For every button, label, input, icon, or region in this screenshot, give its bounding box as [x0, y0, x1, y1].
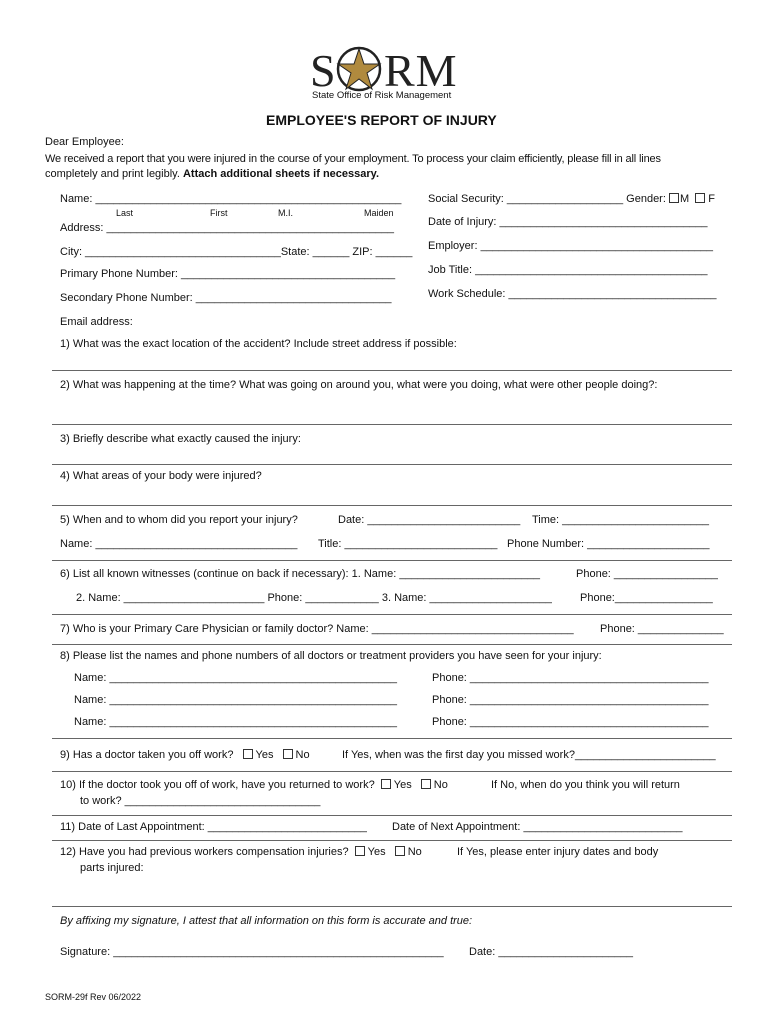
intro-line-2: [45, 168, 379, 180]
question-4: 4) What areas of your body were injured?: [60, 470, 262, 482]
question-11[interactable]: 11) Date of Last Appointment: __________________________: [60, 821, 367, 833]
divider: [52, 370, 732, 371]
logo-s: S: [310, 45, 337, 96]
q11-next-field[interactable]: Date of Next Appointment: __________________________: [392, 821, 683, 833]
q6-phone-1-field[interactable]: Phone: _________________: [576, 568, 718, 580]
question-6[interactable]: 6) List all known witnesses (continue on back if necessary): 1. Name: _______________________: [60, 568, 541, 580]
intro-bold: Attach additional sheets if necessary.: [182, 168, 380, 180]
intro-plain: completely and print legibly.: [45, 168, 180, 180]
divider: [52, 560, 732, 561]
name-sub-mi: M.I.: [278, 208, 293, 218]
signature-date-field[interactable]: Date: ______________________: [469, 946, 633, 958]
question-1: 1) What was the exact location of the accident? Include street address if possible:: [60, 338, 457, 350]
gender-f-label: F: [708, 193, 715, 205]
email-field[interactable]: Email address:: [60, 316, 133, 328]
q10-yes-checkbox[interactable]: [381, 779, 391, 789]
q6-witness-2-3-field[interactable]: 2. Name: _______________________ Phone: ____________ 3. Name: ____________________: [76, 592, 552, 604]
name-sub-last: Last: [116, 208, 134, 218]
work-schedule-field[interactable]: Work Schedule: __________________________________: [428, 288, 717, 300]
q5-name-field[interactable]: Name: _________________________________: [60, 538, 298, 550]
q8-phone-field-2[interactable]: Phone: _______________________________________: [432, 694, 709, 706]
q9-yes-label: Yes: [255, 749, 274, 761]
q12-no-checkbox[interactable]: [395, 846, 405, 856]
job-title-field[interactable]: Job Title: ______________________________________: [428, 264, 708, 276]
logo-rm: RM: [384, 45, 458, 96]
divider: [52, 906, 732, 907]
q8-name-field-2[interactable]: Name: _______________________________________________: [74, 694, 397, 706]
q12-followup: If Yes, please enter injury dates and body: [457, 846, 659, 858]
divider: [52, 644, 732, 645]
city-field[interactable]: City: ________________________________State: ______ ZIP: ______: [60, 246, 413, 258]
logo-subtitle: State Office of Risk Management: [312, 90, 452, 101]
name-field[interactable]: Name: __________________________________________________: [60, 193, 402, 205]
question-10: [60, 779, 448, 791]
page-title: EMPLOYEE'S REPORT OF INJURY: [266, 112, 497, 128]
q10-no-checkbox[interactable]: [421, 779, 431, 789]
q6-phone-3-field[interactable]: Phone:________________: [580, 592, 713, 604]
question-7[interactable]: 7) Who is your Primary Care Physician or family doctor? Name: _________________________________: [60, 623, 574, 635]
q8-phone-field-1[interactable]: Phone: _______________________________________: [432, 672, 709, 684]
name-sub-maiden: Maiden: [364, 208, 394, 218]
checkbox-m[interactable]: [669, 193, 679, 203]
divider: [52, 614, 732, 615]
q12-no-label: No: [407, 846, 422, 858]
question-2: 2) What was happening at the time? What was going on around you, what were you doing, what were other people doing?:: [60, 379, 658, 391]
signature-field[interactable]: Signature: ______________________________________________________: [60, 946, 444, 958]
divider: [52, 771, 732, 772]
q10-label: 10) If the doctor took you off of work, have you returned to work?: [60, 779, 375, 791]
q12-label: 12) Have you had previous workers compensation injuries?: [60, 846, 349, 858]
secondary-phone-field[interactable]: Secondary Phone Number: ________________________________: [60, 292, 392, 304]
q9-label: 9) Has a doctor taken you off work?: [60, 749, 234, 761]
question-3: 3) Briefly describe what exactly caused the injury:: [60, 433, 301, 445]
q5-title-field[interactable]: Title: _________________________: [318, 538, 498, 550]
question-12: [60, 846, 422, 858]
q9-no-label: No: [295, 749, 310, 761]
ssn-gender-field[interactable]: [428, 193, 715, 205]
q9-no-checkbox[interactable]: [283, 749, 293, 759]
q8-name-field-3[interactable]: Name: _______________________________________________: [74, 716, 397, 728]
q10-no-label: No: [433, 779, 448, 791]
date-of-injury-field[interactable]: Date of Injury: __________________________________: [428, 216, 708, 228]
divider: [52, 424, 732, 425]
name-sub-first: First: [210, 208, 228, 218]
divider: [52, 815, 732, 816]
employer-field[interactable]: Employer: ______________________________________: [428, 240, 714, 252]
q5-phone-field[interactable]: Phone Number: ____________________: [507, 538, 710, 550]
q5-date-field[interactable]: Date: _________________________: [338, 514, 521, 526]
q10-followup: If No, when do you think you will return: [491, 779, 680, 791]
greeting: Dear Employee:: [45, 136, 124, 148]
q9-followup-field[interactable]: If Yes, when was the first day you missed work?_______________________: [342, 749, 716, 761]
question-8: 8) Please list the names and phone numbers of all doctors or treatment providers you have seen for your injury:: [60, 650, 602, 662]
question-5: 5) When and to whom did you report your injury?: [60, 514, 298, 526]
q12-yes-label: Yes: [367, 846, 386, 858]
ssn-label: Social Security: ___________________ Gender:: [428, 193, 669, 205]
divider: [52, 505, 732, 506]
q5-time-field[interactable]: Time: ________________________: [532, 514, 709, 526]
question-9: [60, 749, 310, 761]
q7-phone-field[interactable]: Phone: ______________: [600, 623, 724, 635]
divider: [52, 464, 732, 465]
attestation-text: By affixing my signature, I attest that all information on this form is accurate and true:: [60, 915, 473, 927]
q12-parts-label: parts injured:: [80, 862, 144, 874]
form-revision: SORM-29f Rev 06/2022: [45, 992, 142, 1002]
checkbox-f[interactable]: [695, 193, 705, 203]
q8-phone-field-3[interactable]: Phone: _______________________________________: [432, 716, 709, 728]
star-icon: [336, 46, 382, 92]
gender-m-label: M: [679, 193, 690, 205]
q8-name-field-1[interactable]: Name: _______________________________________________: [74, 672, 397, 684]
address-field[interactable]: Address: _______________________________________________: [60, 222, 394, 234]
primary-phone-field[interactable]: Primary Phone Number: ___________________________________: [60, 268, 396, 280]
intro-line-1: We received a report that you were injured in the course of your employment. To process your claim efficiently, please fill in all lines: [45, 153, 661, 165]
q9-yes-checkbox[interactable]: [243, 749, 253, 759]
q10-return-field[interactable]: to work? ________________________________: [80, 795, 321, 807]
q12-yes-checkbox[interactable]: [355, 846, 365, 856]
divider: [52, 840, 732, 841]
divider: [52, 738, 732, 739]
q10-yes-label: Yes: [393, 779, 412, 791]
